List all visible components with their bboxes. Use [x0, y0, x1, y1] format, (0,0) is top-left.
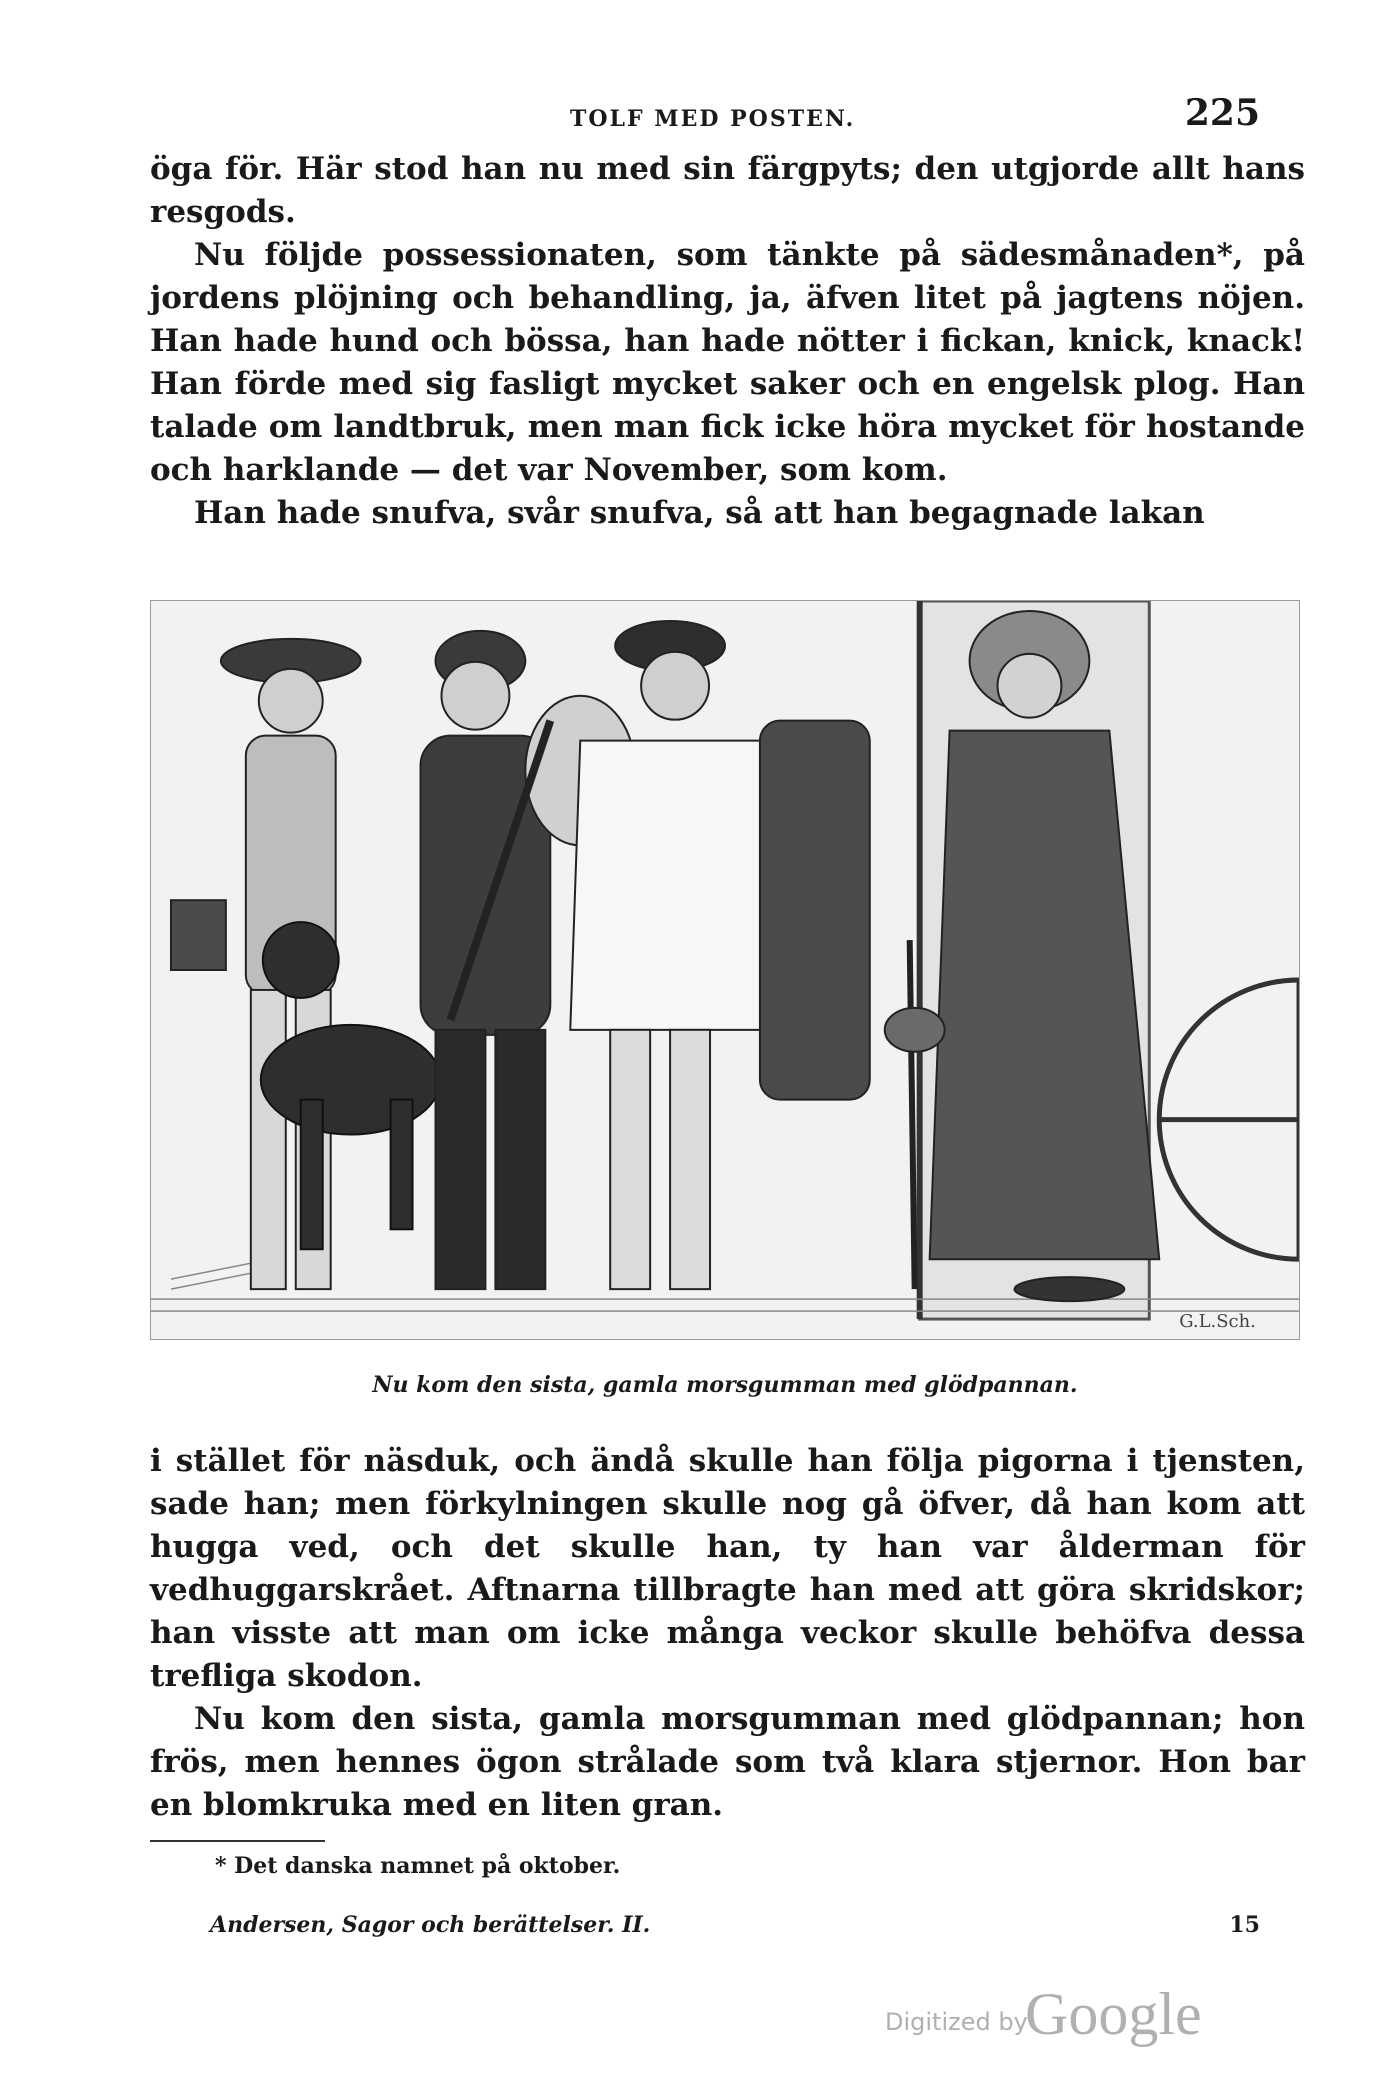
signature-line — [210, 1912, 1260, 1942]
paragraph: öga för. Här stod han nu med sin färgpyts; den utgjorde allt hans resgods. — [150, 151, 1305, 230]
paragraph: Nu följde possessionaten, som tänkte på sädesmånaden*, på jordens plöjning och behandling, ja, äfven litet på jagtens nöjen. Han hade hund och bössa, han hade nötter i fickan, knick, knack! Han förde med sig fasligt mycket saker och en engelsk plog. Han talade om landtbruk, men man fick icke höra mycket för hostande och harklande — det var November, som kom. — [150, 237, 1305, 488]
running-title: TOLF MED POSTEN. — [570, 106, 856, 132]
footnote-divider — [150, 1840, 325, 1842]
paragraph: Nu kom den sista, gamla morsgumman med glödpannan; hon frös, men hennes ögon strålade som två klara stjernor. Hon bar en blomkruka med en liten gran. — [150, 1701, 1305, 1823]
book-signature: Andersen, Sagor och berättelser. II. — [210, 1912, 651, 1938]
artist-signature: G.L.Sch. — [1179, 1311, 1256, 1333]
body-text-bottom — [150, 1440, 1305, 1827]
watermark-prefix: Digitized by — [885, 2008, 1028, 2036]
engraving-illustration — [150, 600, 1300, 1340]
engraving-drawing — [151, 601, 1299, 1339]
body-text-top — [150, 148, 1305, 535]
illustration-caption: Nu kom den sista, gamla morsgumman med glödpannan. — [372, 1372, 1078, 1398]
paragraph: Han hade snufva, svår snufva, så att han begagnade lakan — [194, 495, 1205, 531]
page-number: 225 — [1184, 92, 1260, 134]
signature-mark: 15 — [1229, 1912, 1260, 1938]
footnote: * Det danska namnet på oktober. — [215, 1853, 621, 1879]
running-header — [150, 92, 1260, 142]
digitization-watermark — [885, 1980, 1245, 2050]
paragraph: i stället för näsduk, och ändå skulle han följa pigorna i tjensten, sade han; men förkylningen skulle nog gå öfver, då han kom att hugga ved, och det skulle han, ty han var ålderman för vedhuggarskrået. Aftnarna tillbragte han med att göra skridskor; han visste att man om icke många veckor skulle behöfva dessa trefliga skodon. — [150, 1443, 1305, 1694]
watermark-logo: Google — [1025, 1981, 1202, 2047]
